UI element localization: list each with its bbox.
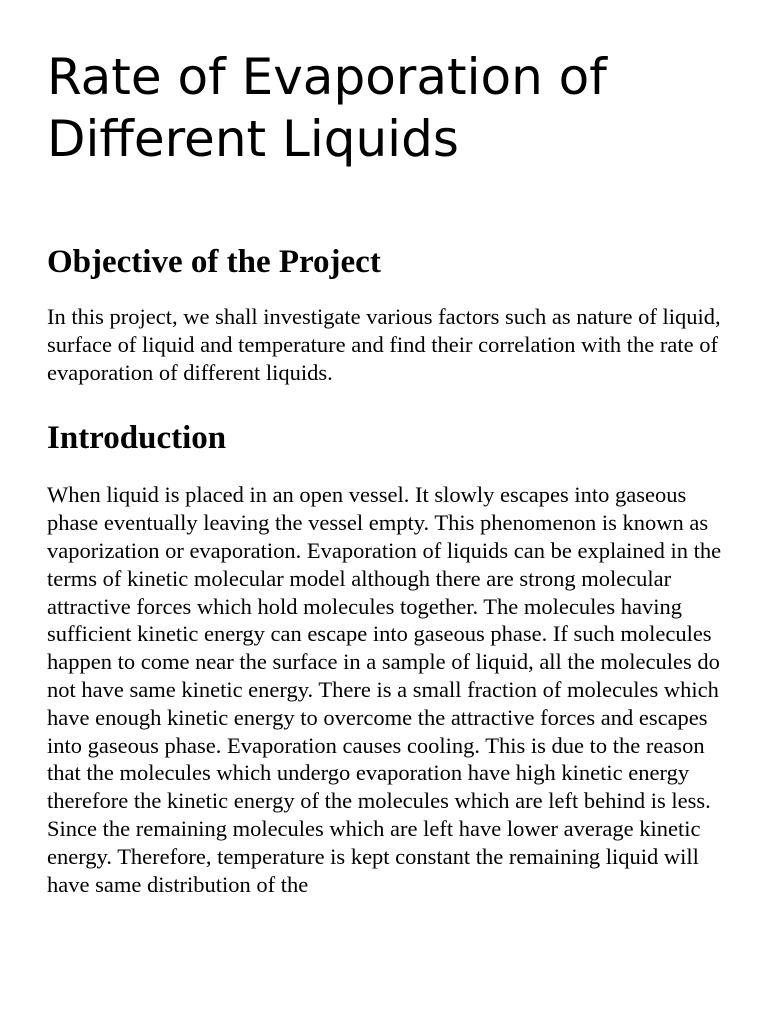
section-body-objective: In this project, we shall investigate various factors such as nature of liquid, surface of liquid and temperature and find their correlation with the rate of evaporation of different liquids.: [47, 304, 721, 385]
section-heading-objective: Objective of the Project: [47, 244, 381, 280]
document-title: Rate of Evaporation of Different Liquids: [47, 48, 607, 168]
section-heading-introduction: Introduction: [47, 420, 227, 457]
document-page: [47, 0, 727, 898]
section-body-introduction: When liquid is placed in an open vessel. It slowly escapes into gaseous phase eventually leaving the vessel empty. This phenomenon is known as vaporization or evaporation. Evaporation of liquids can be explained in the terms of kinetic molecular model although there are strong molecular attractive forces which hold molecules together. The molecules having sufficient kinetic energy can escape into gaseous phase. If such molecules happen to come near the surface in a sample of liquid, all the molecules do not have same kinetic energy. There is a small fraction of molecules which have enough kinetic energy to overcome the attractive forces and escapes into gaseous phase. Evaporation causes cooling. This is due to the reason that the molecules which undergo evaporation have high kinetic energy therefore the kinetic energy of the molecules which are left behind is less. Since the remaining molecules which are left have lower average kinetic energy. Therefore, temperature is kept constant the remaining liquid will have same distribution of the: [47, 482, 722, 897]
